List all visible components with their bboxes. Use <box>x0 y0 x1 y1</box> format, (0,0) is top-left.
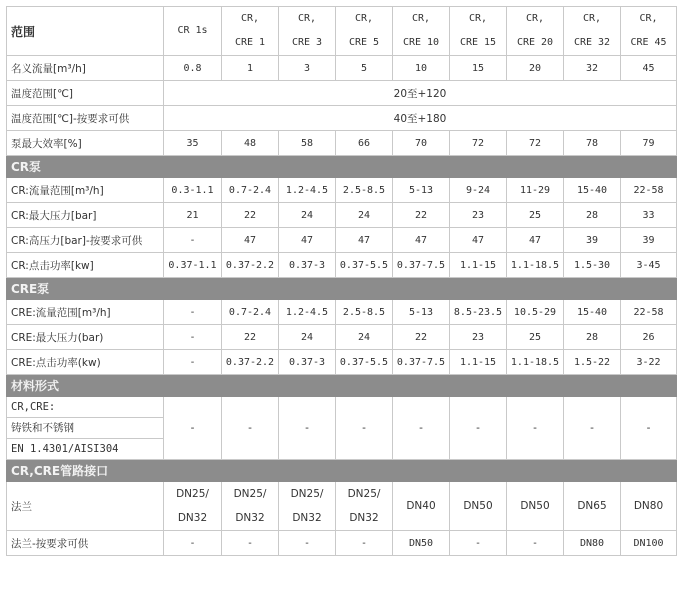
cell-line-1: CR, <box>240 13 260 24</box>
value-cell: 2.5-8.5 <box>336 178 393 203</box>
cell-line-2: DN32 <box>349 512 379 524</box>
value-cell: 24 <box>336 325 393 350</box>
cell-line-2: CRE 15 <box>459 37 497 48</box>
cell-line-1: DN80 <box>633 500 664 512</box>
value-cell: - <box>564 397 621 460</box>
row-flange-opt <box>7 531 677 556</box>
model-header <box>507 7 564 56</box>
cell-line-2: DN32 <box>235 512 265 524</box>
value-cell: 45 <box>621 56 677 81</box>
row-label: CR:高压力[bar]-按要求可供 <box>7 228 164 253</box>
value-cell: 1.5-22 <box>564 350 621 375</box>
value-cell: 1 <box>222 56 279 81</box>
value-cell: - <box>164 300 222 325</box>
value-cell: 15-40 <box>564 300 621 325</box>
value-cell: 1.1-18.5 <box>507 350 564 375</box>
cell-line-1: DN25/ <box>233 488 267 500</box>
row-cre <box>7 350 677 375</box>
section-material <box>7 375 677 397</box>
value-cell: 72 <box>450 131 507 156</box>
cell-line-2: DN32 <box>292 512 322 524</box>
value-cell: 33 <box>621 203 677 228</box>
cell-line-1: DN25/ <box>347 488 381 500</box>
value-cell: 2.5-8.5 <box>336 300 393 325</box>
value-cell: 5-13 <box>393 178 450 203</box>
flange-cell <box>164 482 222 531</box>
model-header <box>222 7 279 56</box>
value-cell: 1.1-18.5 <box>507 253 564 278</box>
table-title: 范围 <box>7 7 164 56</box>
section-cr <box>7 156 677 178</box>
value-cell: 10.5-29 <box>507 300 564 325</box>
value-cell: 66 <box>336 131 393 156</box>
cell-line-1: CR, <box>639 13 658 24</box>
value-cell: - <box>621 397 677 460</box>
flange-cell <box>279 482 336 531</box>
value-cell: 47 <box>450 228 507 253</box>
model-header <box>621 7 677 56</box>
cell-line-1: DN25/ <box>290 488 324 500</box>
value-cell: 0.37-5.5 <box>336 253 393 278</box>
cell-line-2: CRE 5 <box>348 37 380 48</box>
value-cell: 1.1-15 <box>450 253 507 278</box>
value-cell: - <box>164 350 222 375</box>
value-cell: 39 <box>621 228 677 253</box>
cell-line-1: CR, <box>411 13 431 24</box>
value-cell: 3-22 <box>621 350 677 375</box>
value-cell: 23 <box>450 325 507 350</box>
value-cell: 1.5-30 <box>564 253 621 278</box>
model-header <box>393 7 450 56</box>
row-cr <box>7 228 677 253</box>
value-cell: 22 <box>393 203 450 228</box>
value-cell: 15-40 <box>564 178 621 203</box>
value-cell: 39 <box>564 228 621 253</box>
row-cr <box>7 178 677 203</box>
value-cell: - <box>507 531 564 556</box>
value-cell: DN100 <box>621 531 677 556</box>
cell-line-1: CR, <box>582 13 602 24</box>
cell-line-1: DN40 <box>406 500 436 512</box>
value-cell: 48 <box>222 131 279 156</box>
cell-line-1: CR, <box>525 13 545 24</box>
row-label: CR:点击功率[kw] <box>7 253 164 278</box>
value-cell: 22 <box>393 325 450 350</box>
row-label: 温度范围[℃]-按要求可供 <box>7 106 164 131</box>
value-cell: 35 <box>164 131 222 156</box>
row-label: CR:最大压力[bar] <box>7 203 164 228</box>
value-cell: 0.37-7.5 <box>393 253 450 278</box>
value-cell: - <box>222 397 279 460</box>
value-cell: 26 <box>621 325 677 350</box>
value-cell: 70 <box>393 131 450 156</box>
value-cell: - <box>279 531 336 556</box>
section-title: CRE泵 <box>7 278 677 300</box>
row-cr <box>7 203 677 228</box>
value-cell: - <box>164 325 222 350</box>
value-cell: 24 <box>336 203 393 228</box>
cell-line-2: CRE 45 <box>630 37 667 48</box>
section-title: 材料形式 <box>7 375 677 397</box>
model-header <box>279 7 336 56</box>
row-label: 泵最大效率[%] <box>7 131 164 156</box>
flange-cell <box>222 482 279 531</box>
value-cell: 24 <box>279 203 336 228</box>
model-header <box>336 7 393 56</box>
value-cell: 58 <box>279 131 336 156</box>
value-cell: 5-13 <box>393 300 450 325</box>
value-cell: - <box>336 531 393 556</box>
value-cell: 0.37-2.2 <box>222 350 279 375</box>
value-cell: 0.37-7.5 <box>393 350 450 375</box>
cell-line-1: DN65 <box>577 500 607 512</box>
value-cell: 5 <box>336 56 393 81</box>
value-cell: 0.37-2.2 <box>222 253 279 278</box>
value-cell: 25 <box>507 325 564 350</box>
value-cell: 23 <box>450 203 507 228</box>
value-cell: 3-45 <box>621 253 677 278</box>
value-cell: 47 <box>222 228 279 253</box>
row-label: 温度范围[℃] <box>7 81 164 106</box>
value-cell: 0.7-2.4 <box>222 178 279 203</box>
header-row <box>7 7 677 56</box>
flange-cell <box>621 482 677 531</box>
material-label: 铸铁和不锈钢 <box>7 418 163 439</box>
material-labels <box>7 397 164 460</box>
value-cell: 22 <box>222 203 279 228</box>
value-cell: 1.2-4.5 <box>279 300 336 325</box>
value-cell: 15 <box>450 56 507 81</box>
cell-line-2: CRE 3 <box>291 37 323 48</box>
value-cell: DN50 <box>393 531 450 556</box>
value-cell: - <box>279 397 336 460</box>
cell-line-1: CR, <box>354 13 374 24</box>
row-label: 法兰-按要求可供 <box>7 531 164 556</box>
row-flange <box>7 482 677 531</box>
value-cell: 0.37-1.1 <box>164 253 222 278</box>
value-cell: - <box>393 397 450 460</box>
value-cell: - <box>222 531 279 556</box>
row-cr <box>7 253 677 278</box>
value-cell: 24 <box>279 325 336 350</box>
cell-line-1: DN50 <box>520 500 550 512</box>
row-flow <box>7 56 677 81</box>
cell-line-1: CR 1s <box>177 25 208 36</box>
value-cell: 10 <box>393 56 450 81</box>
cell-line-1: CR, <box>468 13 488 24</box>
cell-line-1: DN25/ <box>176 488 209 500</box>
value-cell: 20至+120 <box>164 81 677 106</box>
flange-cell <box>450 482 507 531</box>
value-cell: 0.8 <box>164 56 222 81</box>
section-cre <box>7 278 677 300</box>
value-cell: 40至+180 <box>164 106 677 131</box>
value-cell: 79 <box>621 131 677 156</box>
value-cell: 11-29 <box>507 178 564 203</box>
row-cre <box>7 325 677 350</box>
cell-line-2: CRE 10 <box>402 37 440 48</box>
flange-cell <box>393 482 450 531</box>
value-cell: 3 <box>279 56 336 81</box>
cell-line-2: DN32 <box>177 512 208 524</box>
material-label: CR,CRE: <box>7 397 163 418</box>
model-header <box>564 7 621 56</box>
model-header <box>164 7 222 56</box>
value-cell: - <box>164 228 222 253</box>
row-label: CRE:流量范围[m³/h] <box>7 300 164 325</box>
value-cell: - <box>507 397 564 460</box>
flange-cell <box>564 482 621 531</box>
material-label: EN 1.4301/AISI304 <box>11 443 119 455</box>
value-cell: 47 <box>393 228 450 253</box>
value-cell: 28 <box>564 203 621 228</box>
row-label: CRE:点击功率(kw) <box>7 350 164 375</box>
value-cell: 25 <box>507 203 564 228</box>
row-label: CR:流量范围[m³/h] <box>7 178 164 203</box>
value-cell: 8.5-23.5 <box>450 300 507 325</box>
row-temp <box>7 81 677 106</box>
value-cell: - <box>336 397 393 460</box>
flange-cell <box>336 482 393 531</box>
value-cell: 72 <box>507 131 564 156</box>
row-label: 名义流量[m³/h] <box>7 56 164 81</box>
value-cell: 1.1-15 <box>450 350 507 375</box>
row-cre <box>7 300 677 325</box>
value-cell: - <box>164 531 222 556</box>
row-efficiency <box>7 131 677 156</box>
value-cell: 0.7-2.4 <box>222 300 279 325</box>
model-header <box>450 7 507 56</box>
value-cell: 0.37-5.5 <box>336 350 393 375</box>
value-cell: 22-58 <box>621 300 677 325</box>
section-title: CR,CRE管路接口 <box>7 460 677 482</box>
value-cell: DN80 <box>564 531 621 556</box>
value-cell: - <box>164 397 222 460</box>
value-cell: 9-24 <box>450 178 507 203</box>
value-cell: - <box>450 531 507 556</box>
row-label: CRE:最大压力(bar) <box>7 325 164 350</box>
value-cell: 20 <box>507 56 564 81</box>
section-pipe <box>7 460 677 482</box>
cell-line-1: CR, <box>297 13 317 24</box>
flange-cell <box>507 482 564 531</box>
row-temp-opt <box>7 106 677 131</box>
value-cell: 47 <box>507 228 564 253</box>
cell-line-2: CRE 32 <box>573 37 611 48</box>
value-cell: 0.37-3 <box>279 350 336 375</box>
row-material <box>7 397 677 460</box>
cell-line-2: CRE 1 <box>234 37 266 48</box>
value-cell: 28 <box>564 325 621 350</box>
value-cell: 0.37-3 <box>279 253 336 278</box>
value-cell: 32 <box>564 56 621 81</box>
value-cell: 1.2-4.5 <box>279 178 336 203</box>
value-cell: 47 <box>279 228 336 253</box>
row-label: 法兰 <box>7 482 164 531</box>
cell-line-2: CRE 20 <box>516 37 554 48</box>
value-cell: 21 <box>164 203 222 228</box>
section-title: CR泵 <box>7 156 677 178</box>
value-cell: 22 <box>222 325 279 350</box>
value-cell: 78 <box>564 131 621 156</box>
value-cell: 22-58 <box>621 178 677 203</box>
spec-table <box>6 6 677 556</box>
cell-line-1: DN50 <box>463 500 493 512</box>
value-cell: - <box>450 397 507 460</box>
value-cell: 47 <box>336 228 393 253</box>
value-cell: 0.3-1.1 <box>164 178 222 203</box>
